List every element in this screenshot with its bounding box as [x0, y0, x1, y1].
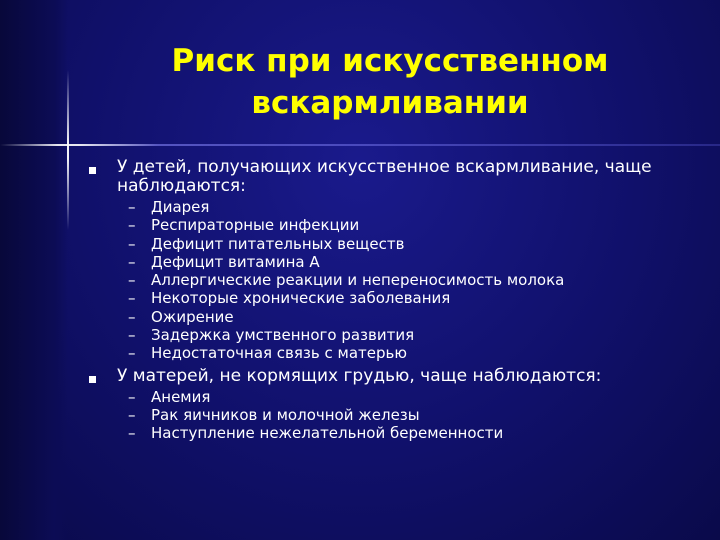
dash-bullet-icon: –	[128, 198, 136, 216]
title-line-1: Риск при искусственном	[171, 43, 609, 79]
dash-bullet-icon: –	[128, 234, 136, 253]
list-item	[88, 289, 708, 307]
bullet-text-line-2: наблюдаются:	[117, 176, 246, 196]
title-line-2: вскармливании	[251, 85, 529, 121]
slide-content	[88, 158, 708, 447]
dash-bullet-icon: –	[128, 271, 136, 290]
dash-bullet-icon: –	[128, 216, 136, 235]
dash-bullet-icon: –	[128, 307, 136, 326]
list-item-text: Диарея	[151, 198, 210, 216]
list-item-text: Дефицит витамина А	[151, 252, 320, 271]
square-bullet-icon	[89, 376, 96, 383]
dash-bullet-icon: –	[128, 424, 136, 443]
list-item	[88, 271, 708, 289]
dash-bullet-icon: –	[128, 405, 136, 424]
list-item	[88, 253, 708, 271]
list-item	[88, 424, 708, 442]
list-item-text: Недостаточная связь с матерью	[151, 344, 407, 363]
list-item	[88, 406, 708, 424]
sparkle-horizontal-line	[0, 144, 720, 146]
list-item	[88, 216, 708, 234]
dash-bullet-icon: –	[128, 344, 136, 363]
dash-bullet-icon: –	[128, 387, 136, 406]
list-item	[88, 198, 708, 216]
list-item-text: Некоторые хронические заболевания	[151, 289, 451, 308]
bullet-children	[88, 158, 708, 196]
slide-title	[110, 40, 670, 124]
list-item-text: Аллергические реакции и непереносимость молока	[151, 271, 565, 290]
list-item	[88, 388, 708, 406]
bullet-text-line-1: У матерей, не кормящих грудью, чаще наблюдаются:	[117, 365, 602, 386]
list-item-text: Дефицит питательных веществ	[151, 234, 405, 253]
bullet-text-line-1: У детей, получающих искусственное вскармливание, чаще	[117, 157, 652, 177]
bullet-mothers	[88, 367, 708, 386]
dash-bullet-icon: –	[128, 326, 136, 345]
dash-bullet-icon: –	[128, 289, 136, 308]
list-item	[88, 308, 708, 326]
list-item-text: Анемия	[151, 387, 211, 406]
list-item-text: Задержка умственного развития	[151, 326, 415, 345]
list-item-text: Ожирение	[151, 307, 234, 326]
list-item	[88, 235, 708, 253]
list-item-text: Респираторные инфекции	[151, 216, 360, 235]
list-item-text: Рак яичников и молочной железы	[151, 405, 420, 424]
list-item-text: Наступление нежелательной беременности	[151, 424, 504, 443]
mothers-risk-list	[88, 388, 708, 443]
dash-bullet-icon: –	[128, 252, 136, 271]
square-bullet-icon	[89, 167, 96, 174]
list-item	[88, 326, 708, 344]
list-item	[88, 344, 708, 362]
children-risk-list	[88, 198, 708, 363]
sparkle-vertical-line	[67, 70, 69, 230]
left-decor-band	[0, 0, 68, 540]
